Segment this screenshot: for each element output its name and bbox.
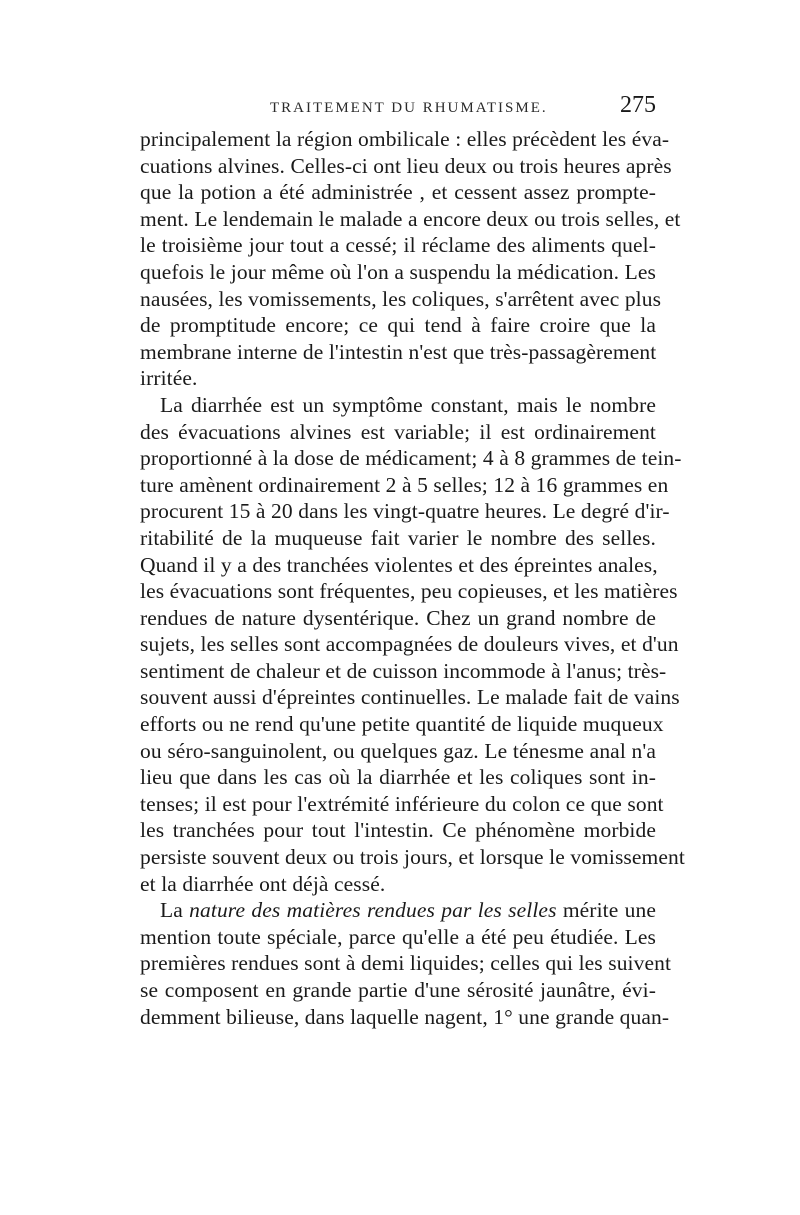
text-line: procurent 15 à 20 dans les vingt-quatre heures. Le degré d'ir- <box>140 499 670 524</box>
text-line: membrane interne de l'intestin n'est que très-passagèrement <box>140 339 657 364</box>
text-line: cuations alvines. Celles-ci ont lieu deux ou trois heures après <box>140 153 672 178</box>
text-line: efforts ou ne rend qu'une petite quantité de liquide muqueux <box>140 712 664 737</box>
text-line: lieu que dans les cas où la diarrhée et les coliques sont in- <box>140 765 656 790</box>
paragraph-first-line <box>140 897 656 924</box>
body-text <box>140 126 685 1030</box>
text-line: et la diarrhée ont déjà cessé. <box>140 871 386 896</box>
text-line: ou séro-sanguinolent, ou quelques gaz. Le ténesme anal n'a <box>140 738 656 763</box>
text-line: proportionné à la dose de médicament; 4 à 8 grammes de tein- <box>140 446 682 471</box>
text-line: mention toute spéciale, parce qu'elle a été peu étudiée. Les <box>140 924 656 949</box>
text-line: de promptitude encore; ce qui tend à faire croire que la <box>140 313 656 338</box>
text-line: persiste souvent deux ou trois jours, et lorsque le vomissement <box>140 845 685 870</box>
text-line: ment. Le lendemain le malade a encore deux ou trois selles, et <box>140 206 681 231</box>
text-line: ritabilité de la muqueuse fait varier le nombre des selles. <box>140 525 656 550</box>
text-line: ture amènent ordinairement 2 à 5 selles; 12 à 16 grammes en <box>140 472 669 497</box>
line-tail: mérite une <box>556 898 656 923</box>
text-line: sentiment de chaleur et de cuisson incommode à l'anus; très- <box>140 658 667 683</box>
text-line: Quand il y a des tranchées violentes et des épreintes anales, <box>140 552 658 577</box>
text-line: rendues de nature dysentérique. Chez un grand nombre de <box>140 605 656 630</box>
italic-phrase: nature des matières rendues par les selles <box>189 898 557 923</box>
text-line: des évacuations alvines est variable; il est ordinairement <box>140 419 656 444</box>
text-line: sujets, les selles sont accompagnées de douleurs vives, et d'un <box>140 632 679 657</box>
text-line: demment bilieuse, dans laquelle nagent, 1° une grande quan- <box>140 1004 670 1029</box>
text-line: souvent aussi d'épreintes continuelles. Le malade fait de vains <box>140 685 680 710</box>
line-lead: La <box>160 898 190 923</box>
text-line: premières rendues sont à demi liquides; celles qui les suivent <box>140 951 672 976</box>
page-header <box>140 92 656 126</box>
text-line: le troisième jour tout a cessé; il réclame des aliments quel- <box>140 233 656 258</box>
text-line: se composent en grande partie d'une sérosité jaunâtre, évi- <box>140 978 656 1002</box>
text-line: les évacuations sont fréquentes, peu copieuses, et les matières <box>140 579 678 604</box>
page-number: 275 <box>620 92 656 118</box>
text-line: tenses; il est pour l'extrémité inférieure du colon ce que sont <box>140 791 664 816</box>
running-head: TRAITEMENT DU RHUMATISME. <box>270 100 548 116</box>
text-line: nausées, les vomissements, les coliques, s'arrêtent avec plus <box>140 286 662 311</box>
paragraph-first-line: La diarrhée est un symptôme constant, mais le nombre <box>160 392 656 417</box>
text-line: principalement la région ombilicale : elles précèdent les éva- <box>140 127 670 151</box>
text-line: irritée. <box>140 366 198 391</box>
text-line: que la potion a été administrée , et cessent assez prompte- <box>140 180 656 205</box>
text-line: les tranchées pour tout l'intestin. Ce phénomène morbide <box>140 818 656 843</box>
text-line: quefois le jour même où l'on a suspendu la médication. Les <box>140 259 656 284</box>
